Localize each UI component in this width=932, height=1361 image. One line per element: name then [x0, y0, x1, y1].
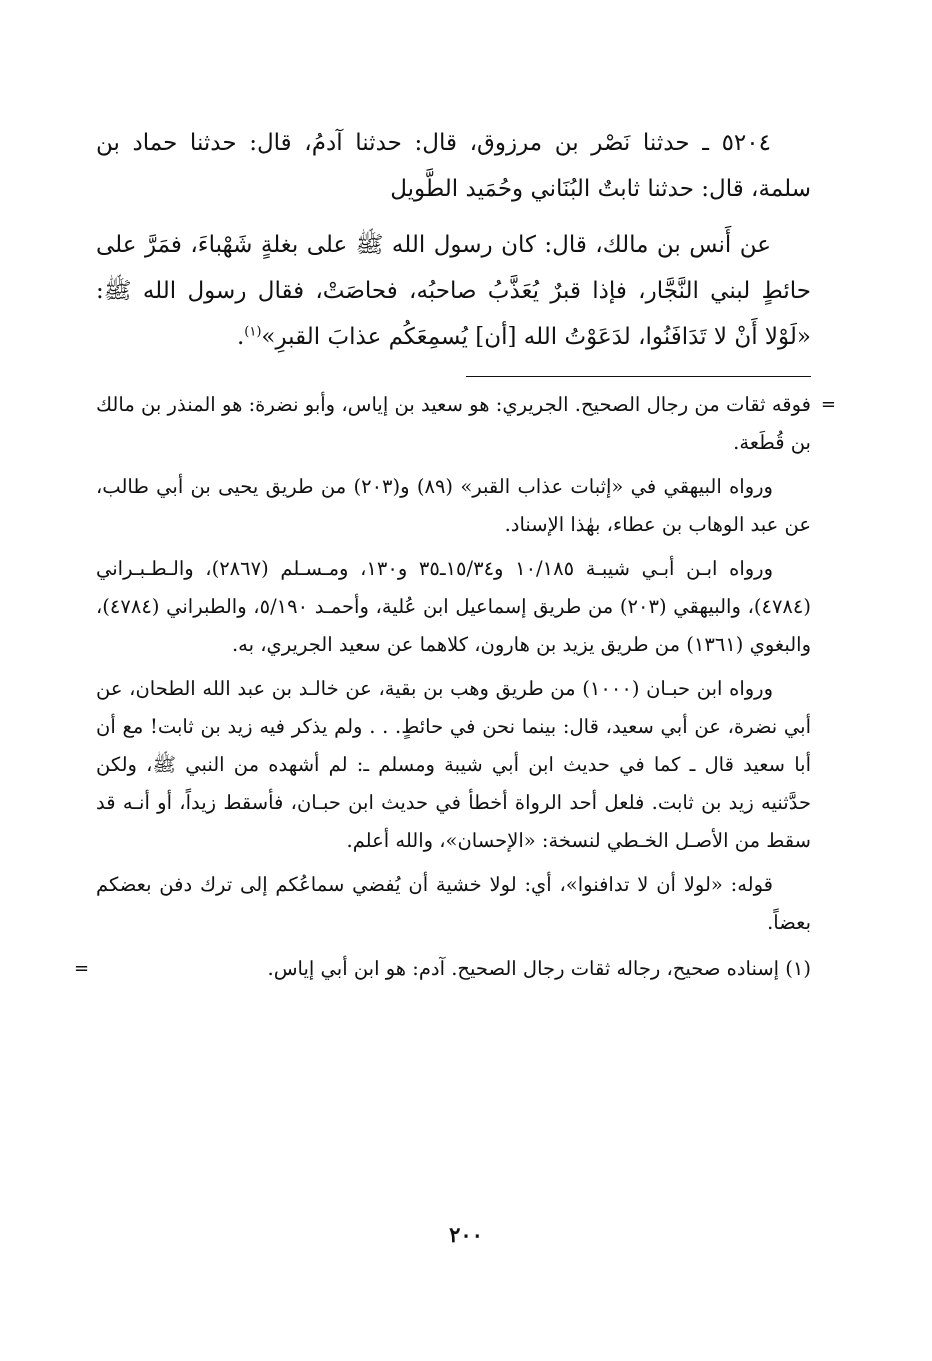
- footnote-paragraph-4: ورواه ابن حبـان (١٠٠٠) من طريق وهب بن بقية، عن خالـد بن عبد الله الطحان، عن أبي نضرة، عن أبي سعيد، قال: بينما نحن في حائطٍ. . . ولم يذكر فيه زيد بن ثابت! مع أن أبا سعيد قال ـ كما في حديث ابن أبي شيبة ومسلم ـ: لم أشهده من النبي ﷺ، ولكن حدَّثنيه زيد بن ثابت. فلعل أحد الرواة أخطأ في حديث ابن حبـان، فأسقط زيداً، أو أنـه قد سقط من الأصـل الخـطي لنسخة: «الإحسان»، والله أعلم.: [96, 677, 811, 852]
- footnote-paragraph-1: فوقه ثقات من رجال الصحيح. الجريري: هو سعيد بن إياس، وأبو نضرة: هو المنذر بن مالك بن قُطَعة.: [96, 393, 811, 454]
- footnote-paragraph-2: ورواه البيهقي في «إثبات عذاب القبر» (٨٩) و(٢٠٣) من طريق يحيى بن أبي طالب، عن عبد الوهاب بن عطاء، بهٰذا الإسناد.: [96, 475, 811, 536]
- continuation-mark-top: =: [820, 394, 836, 415]
- hadith-text-main: عن أَنس بن مالك، قال: كان رسول الله ﷺ على بغلةٍ شَهْباءَ، فمَرَّ على حائطٍ لبني النَّجَّار، فإذا قبرٌ يُعَذَّبُ صاحبُه، فحاصَتْ، فقال رسول الله ﷺ: «لَوْلا أَنْ لا تَدَافَنُوا، لدَعَوْتُ الله [أن] يُسمِعَكُم عذابَ القبرِ»: [96, 232, 811, 350]
- footnote-1-text: (١) إسناده صحيح، رجاله ثقات رجال الصحيح. آدم: هو ابن أبي إياس.: [267, 957, 811, 980]
- footnote-separator-wrap: [96, 370, 811, 386]
- footnote-separator: [466, 376, 811, 377]
- hadith-chain: ٥٢٠٤ ـ حدثنا نَصْر بن مرزوق، قال: حدثنا آدمُ، قال: حدثنا حماد بن سلمة، قال: حدثنا ثابتٌ البُنَاني وحُمَيد الطَّويل: [96, 130, 811, 202]
- page-body: [74, 120, 836, 988]
- hadith-text: [96, 222, 811, 360]
- footnote-paragraph-5: قوله: «لولا أن لا تدافنوا»، أي: لولا خشية أن يُفضي سماعُكم إلى ترك دفن بعضكم بعضاً.: [96, 873, 811, 934]
- page-number: ٢٠٠: [449, 1222, 483, 1247]
- footnote-continuation: [96, 386, 836, 462]
- footnote-paragraph-3: ورواه ابـن أبـي شيبـة ١٠/١٨٥ و١٥/٣٤ـ٣٥ و١٣٠، ومـسـلم (٢٨٦٧)، والـطـبـراني (٤٧٨٤)، والبيهقي (٢٠٣) من طريق إسماعيل ابن عُلية، وأحمـد ٥/١٩٠، والطبراني (٤٧٨٤)، والبغوي (١٣٦١) من طريق يزيد بن هارون، كلاهما عن سعيد الجريري، به.: [96, 557, 811, 656]
- continuation-mark-bottom: =: [74, 958, 90, 979]
- hadith-end-mark: .: [236, 324, 245, 350]
- hadith-block: [96, 120, 811, 360]
- footnote-marker: (١): [244, 324, 262, 340]
- footnotes-block: [74, 386, 836, 988]
- footnote-1: [74, 950, 811, 988]
